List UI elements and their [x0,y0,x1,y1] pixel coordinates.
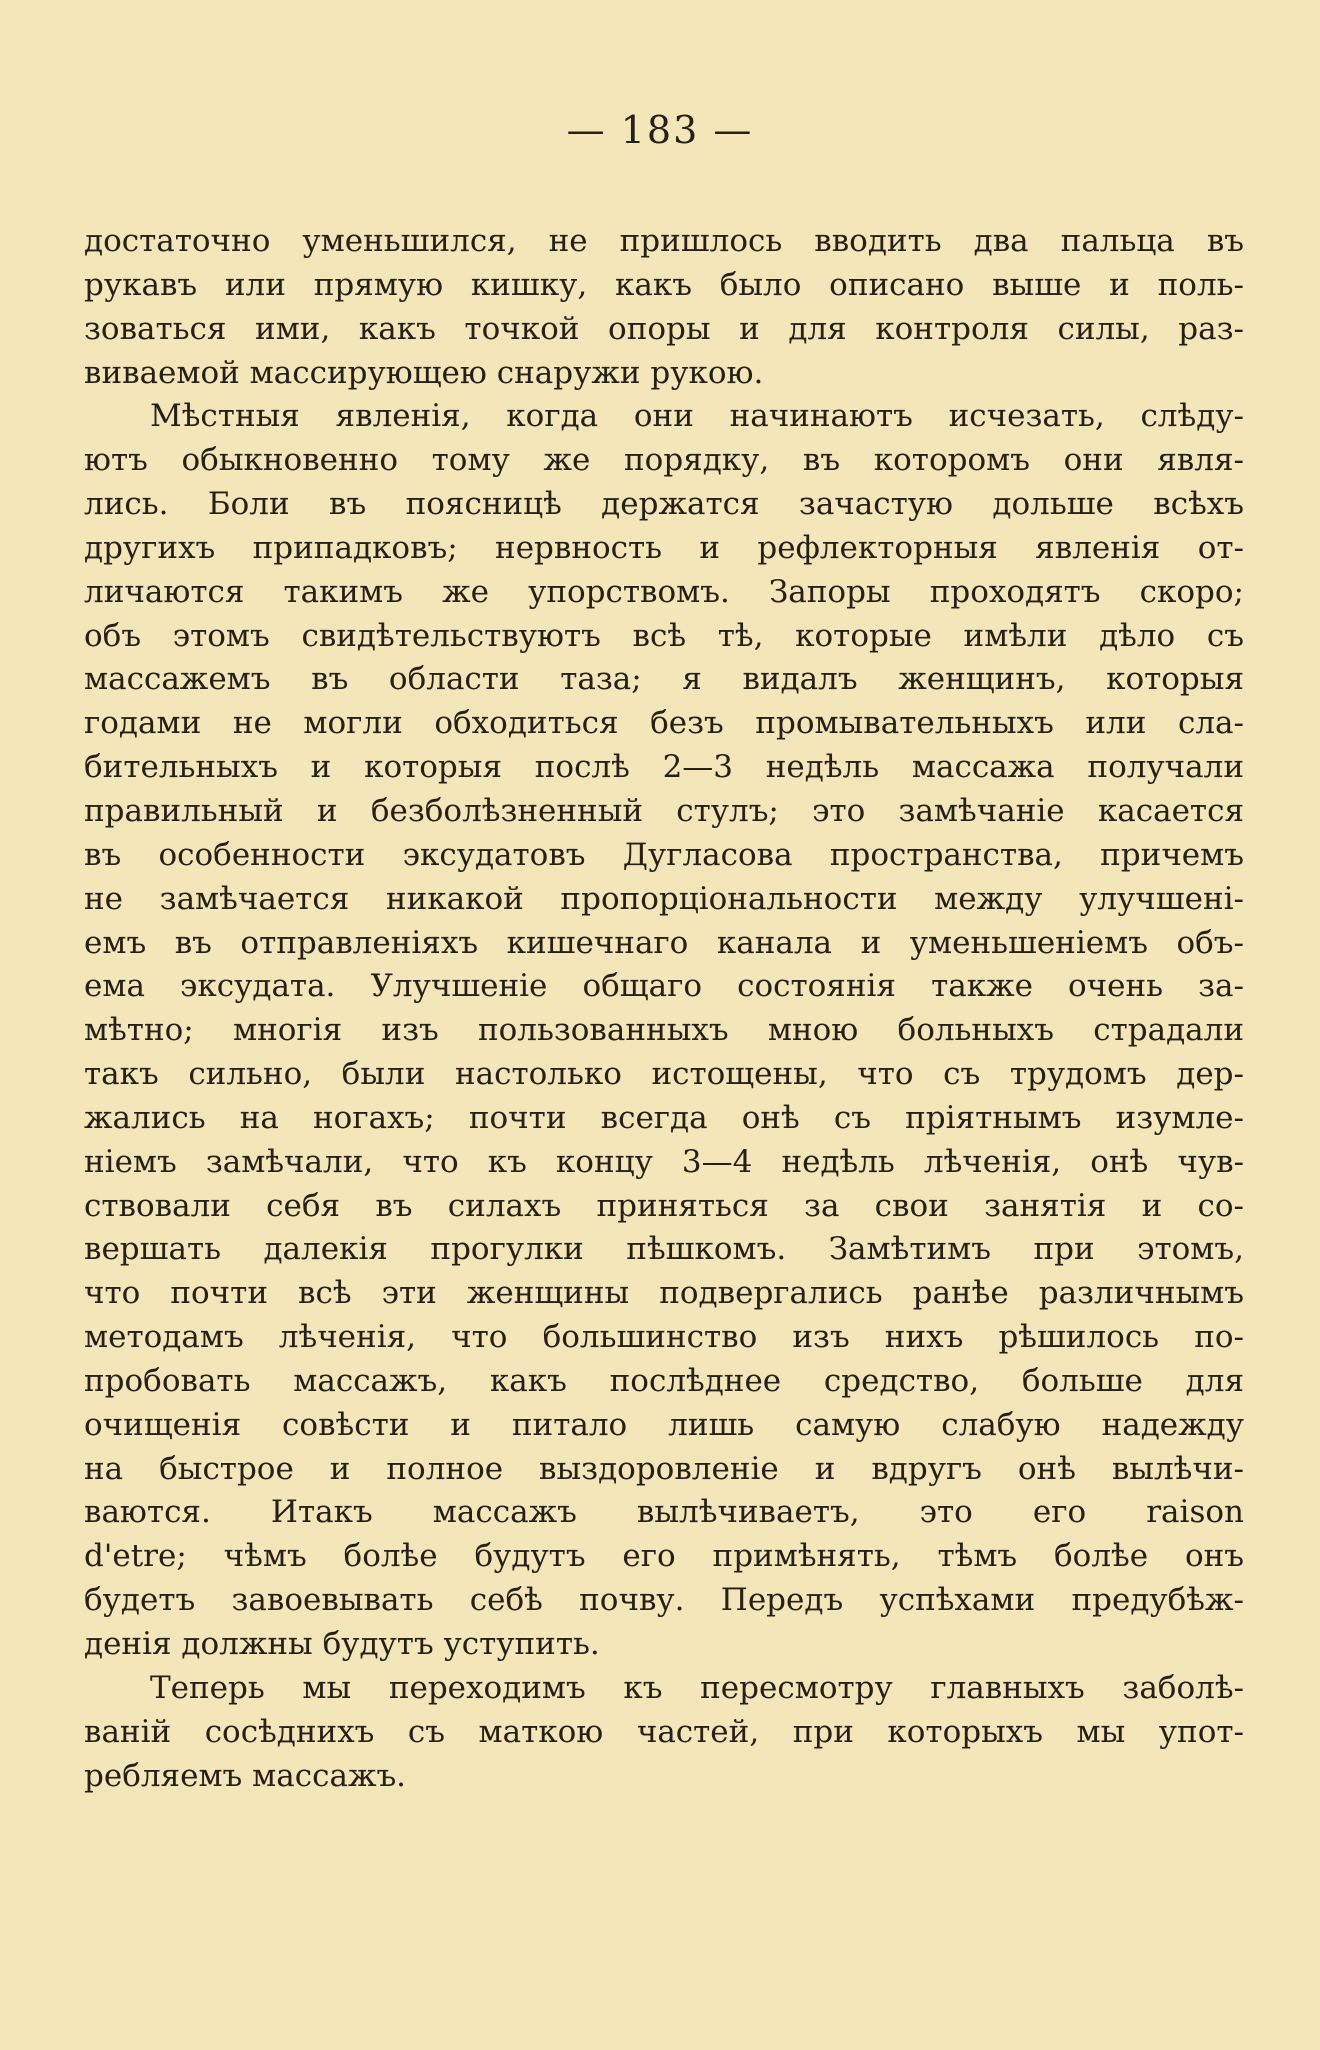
text-line: будетъ завоевывать себѣ почву. Передъ успѣхами предубѣж- [84,1582,1244,1619]
text-line: на быстрое и полное выздоровленіе и вдругъ онѣ вылѣчи- [84,1450,1244,1487]
text-line: ема эксудата. Улучшеніе общаго состоянія также очень за- [84,968,1244,1005]
text-line: пробовать массажъ, какъ послѣднее средство, больше для [84,1362,1244,1399]
text-line: зоваться ими, какъ точкой опоры и для контроля силы, раз- [84,310,1244,347]
text-line: что почти всѣ эти женщины подвергались ранѣе различнымъ [84,1275,1244,1312]
text-line: достаточно уменьшился, не пришлось вводить два пальца въ [84,223,1244,259]
text-line: не замѣчается никакой пропорціональности между улучшені- [84,880,1244,917]
text-line: объ этомъ свидѣтельствуютъ всѣ тѣ, которые имѣли дѣло съ [84,617,1244,654]
paragraph [84,395,1244,1666]
text-line: ніемъ замѣчали, что къ концу 3—4 недѣль лѣченія, онѣ чув- [84,1143,1244,1180]
text-line: ребляемъ массажъ. [84,1757,407,1794]
text-line: рукавъ или прямую кишку, какъ было описано выше и поль- [84,266,1244,303]
text-line: d'etre; чѣмъ болѣе будутъ его примѣнять, тѣмъ болѣе онъ [84,1538,1244,1575]
text-line: Мѣстныя явленія, когда они начинаютъ исчезать, слѣду- [150,398,1244,435]
text-line: Теперь мы переходимъ къ пересмотру главныхъ заболѣ- [150,1669,1244,1706]
text-line: годами не могли обходиться безъ промывательныхъ или сла- [84,705,1244,742]
paragraph [84,220,1244,395]
text-line: методамъ лѣченія, что большинство изъ нихъ рѣшилось по- [84,1319,1244,1356]
page-number: — 183 — [566,108,754,152]
text-line: массажемъ въ области таза; я видалъ женщинъ, которыя [84,661,1244,698]
body-text [84,220,1244,1798]
text-line: мѣтно; многія изъ пользованныхъ мною больныхъ страдали [84,1012,1244,1049]
text-line: вершать далекія прогулки пѣшкомъ. Замѣтимъ при этомъ, [84,1231,1244,1268]
text-line: такъ сильно, были настолько истощены, что съ трудомъ дер- [84,1056,1244,1093]
text-line: бительныхъ и которыя послѣ 2—3 недѣль массажа получали [84,749,1244,786]
text-line: ствовали себя въ силахъ приняться за свои занятія и со- [84,1187,1244,1224]
text-line: денія должны будутъ уступить. [84,1626,600,1662]
text-line: виваемой массирующею снаружи рукою. [84,354,764,391]
text-line: жались на ногахъ; почти всегда онѣ съ пріятнымъ изумле- [84,1099,1244,1136]
text-line: въ особенности эксудатовъ Дугласова пространства, причемъ [84,836,1244,873]
text-line: ваются. Итакъ массажъ вылѣчиваетъ, это его raison [84,1494,1244,1531]
text-line: ваній сосѣднихъ съ маткою частей, при которыхъ мы упот- [84,1713,1244,1750]
text-line: ютъ обыкновенно тому же порядку, въ которомъ они явля- [84,442,1244,479]
paragraph [84,1667,1244,1799]
text-line: личаются такимъ же упорствомъ. Запоры проходятъ скоро; [84,573,1244,610]
text-line: очищенія совѣсти и питало лишь самую слабую надежду [84,1406,1244,1443]
text-line: правильный и безболѣзненный стулъ; это замѣчаніе касается [84,792,1244,829]
text-line: лись. Боли въ поясницѣ держатся зачастую дольше всѣхъ [84,486,1244,523]
text-line: емъ въ отправленіяхъ кишечнаго канала и уменьшеніемъ объ- [84,924,1244,961]
text-line: другихъ припадковъ; нервность и рефлекторныя явленія от- [84,529,1244,566]
